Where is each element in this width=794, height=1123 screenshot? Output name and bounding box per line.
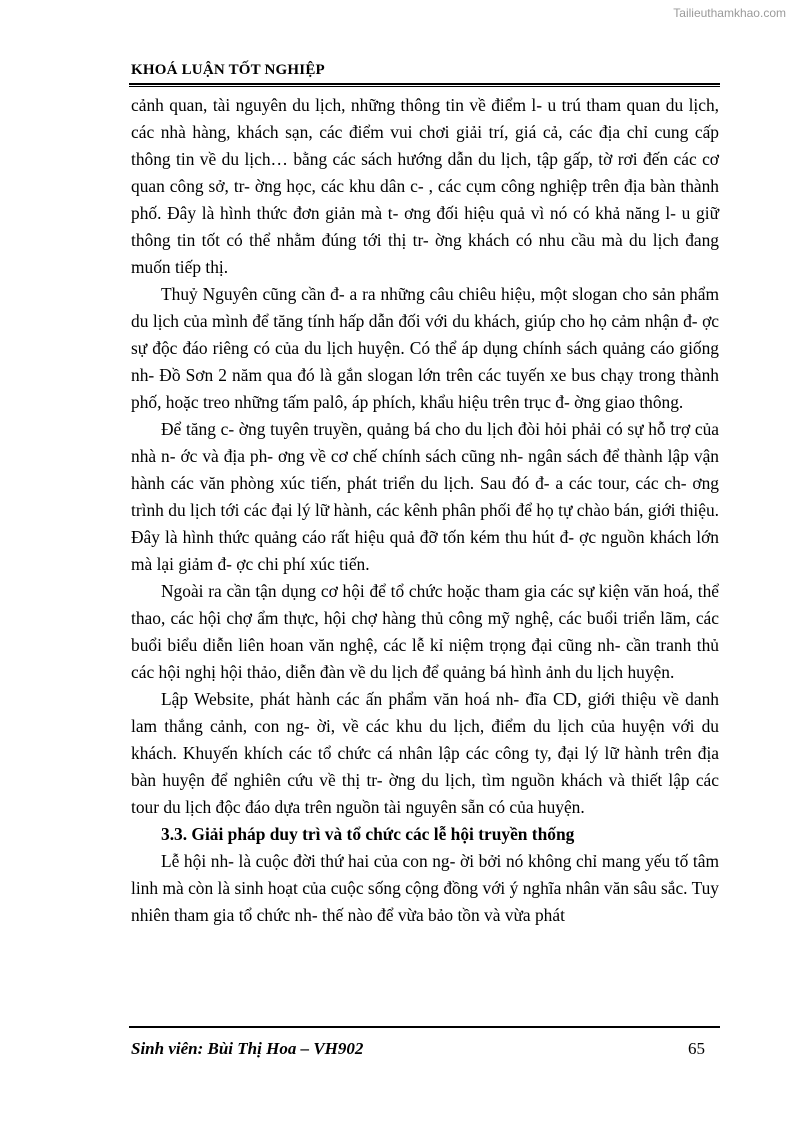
paragraph-3: Để tăng c- ờng tuyên truyền, quảng bá cho du lịch đòi hỏi phải có sự hỗ trợ của nhà n- ớc và địa ph- ơng về cơ chế chính sách cũng nh- ngân sách để thành lập vận hành các văn phòng xúc tiến, phát triển du lịch. Sau đó đ- a các tour, các ch- ơng trình du lịch tới các đại lý lữ hành, các kênh phân phối để họ tự chào bán, giới thiệu. Đây là hình thức quảng cáo rất hiệu quả đỡ tốn kém thu hút đ- ợc nguồn khách lớn mà lại giảm đ- ợc chi phí xúc tiến. [131,419,719,574]
watermark: Tailieuthamkhao.com [673,6,786,20]
page-body [131,92,719,929]
paragraph-4: Ngoài ra cần tận dụng cơ hội để tổ chức hoặc tham gia các sự kiện văn hoá, thể thao, các hội chợ ẩm thực, hội chợ hàng thủ công mỹ nghệ, các buổi triển lãm, các buổi biểu diễn liên hoan văn nghệ, các lễ kỉ niệm trọng đại cũng nh- cần tranh thủ các hội nghị hội thảo, diễn đàn về du lịch để quảng bá hình ảnh du lịch huyện. [131,581,719,682]
section-heading: 3.3. Giải pháp duy trì và tổ chức các lễ hội truyền thống [161,824,575,844]
paragraph-5: Lập Website, phát hành các ấn phẩm văn hoá nh- đĩa CD, giới thiệu về danh lam thắng cảnh, con ng- ời, về các khu du lịch, điểm du lịch của huyện với du khách. Khuyến khích các tổ chức cá nhân lập các công ty, đại lý lữ hành trên địa bàn huyện để nghiên cứu về thị tr- ờng du lịch, tìm nguồn khách và thiết lập các tour du lịch độc đáo dựa trên nguồn tài nguyên sẵn có của huyện. [131,689,719,817]
paragraph-6: Lễ hội nh- là cuộc đời thứ hai của con ng- ời bởi nó không chỉ mang yếu tố tâm linh mà còn là sinh hoạt của cuộc sống cộng đồng với ý nghĩa nhân văn sâu sắc. Tuy nhiên tham gia tổ chức nh- thế nào để vừa bảo tồn và vừa phát [131,851,719,925]
header-rule-bottom [129,86,720,87]
page-number: 65 [688,1039,705,1058]
paragraph-2: Thuỷ Nguyên cũng cần đ- a ra những câu chiêu hiệu, một slogan cho sản phẩm du lịch của mình để tăng tính hấp dẫn đối với du khách, giúp cho họ cảm nhận đ- ợc sự độc đáo riêng có của du lịch huyện. Có thể áp dụng chính sách quảng cáo giống nh- Đồ Sơn 2 năm qua đó là gắn slogan lớn trên các tuyến xe bus chạy trong thành phố, hoặc treo những tấm palô, áp phích, khẩu hiệu trên trục đ- ờng giao thông. [131,284,719,412]
footer-author: Sinh viên: Bùi Thị Hoa – VH902 [131,1039,364,1058]
footer-rule [129,1026,720,1028]
header-rule-top [129,83,720,85]
page-header-title: KHOÁ LUẬN TỐT NGHIỆP [131,62,325,78]
paragraph-1: cảnh quan, tài nguyên du lịch, những thông tin về điểm l- u trú tham quan du lịch, các nhà hàng, khách sạn, các điểm vui chơi giải trí, giá cả, các địa chỉ cung cấp thông tin về du lịch… bằng các sách hướng dẫn du lịch, tập gấp, tờ rơi đến các cơ quan công sở, tr- ờng học, các khu dân c- , các cụm công nghiệp trên địa bàn thành phố. Đây là hình thức đơn giản mà t- ơng đối hiệu quả vì nó có khả năng l- u giữ thông tin tốt có thể nhằm đúng tới thị tr- ờng khách có nhu cầu mà du lịch đang muốn tiếp thị. [131,95,719,277]
